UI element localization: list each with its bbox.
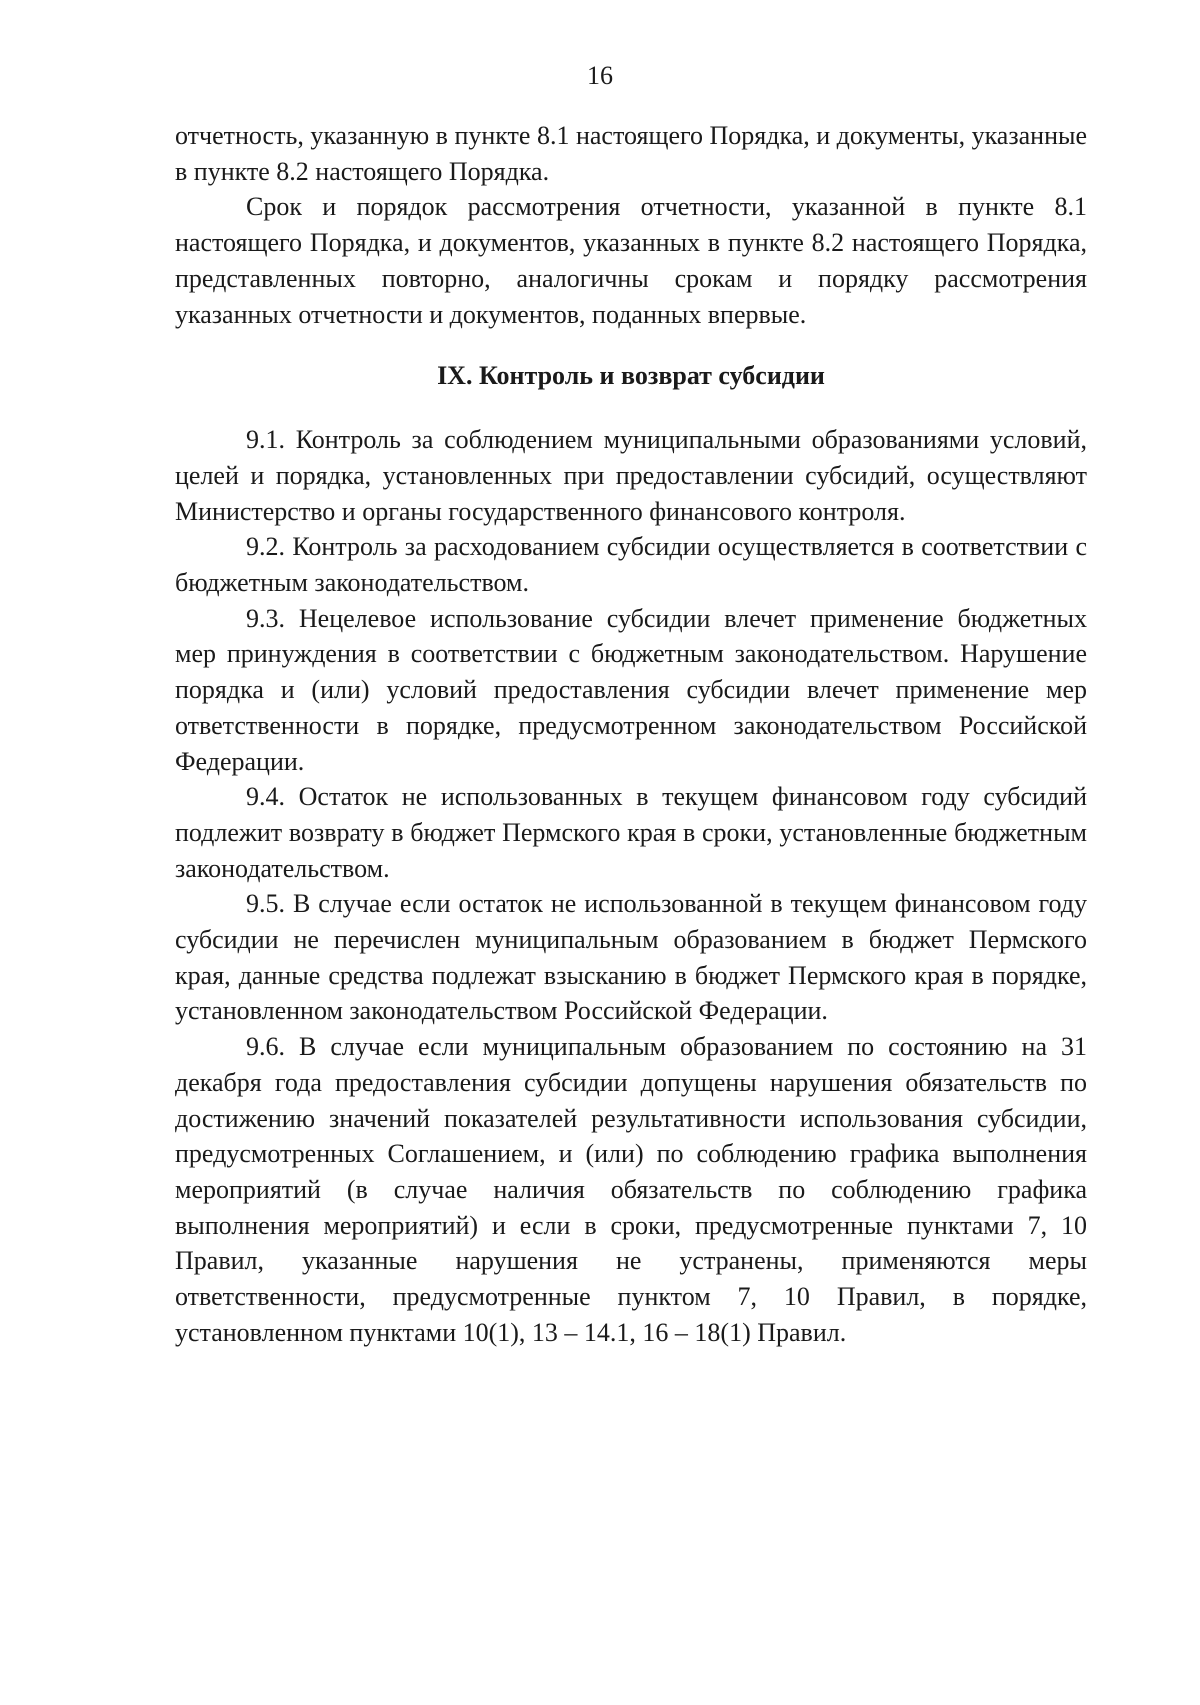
clause-9-5: 9.5. В случае если остаток не использованной в текущем финансовом году субсидии не перечислен муниципальным образованием в бюджет Пермского края, данные средства подлежат взысканию в бюджет Пермского края в порядке, установленном законодательством Российской Федерации. [175,889,1087,1026]
page-number: 16 [587,61,613,90]
clause-9-6: 9.6. В случае если муниципальным образованием по состоянию на 31 декабря года предоставления субсидии допущены нарушения обязательств по достижению значений показателей результативности использования субсидии, предусмотренных Соглашением, и (или) по соблюдению графика выполнения мероприятий (в случае наличия обязательств по соблюдению графика выполнения мероприятий) и если в сроки, предусмотренные пунктами 7, 10 Правил, указанные нарушения не устранены, применяются меры ответственности, предусмотренные пунктом 7, 10 Правил, в порядке, установленном пунктами 10(1), 13 – 14.1, 16 – 18(1) Правил. [175,1032,1087,1347]
clause-9-3: 9.3. Нецелевое использование субсидии влечет применение бюджетных мер принуждения в соответствии с бюджетным законодательством. Нарушение порядка и (или) условий предоставления субсидии влечет применение мер ответственности в порядке, предусмотренном законодательством Российской Федерации. [175,603,1087,776]
paragraph-continuation: отчетность, указанную в пункте 8.1 настоящего Порядка, и документы, указанные в пункте 8.2 настоящего Порядка. [175,121,1087,186]
clause-9-2: 9.2. Контроль за расходованием субсидии осуществляется в соответствии с бюджетным законодательством. [175,532,1087,598]
document-body [175,118,1087,1351]
clause-9-1: 9.1. Контроль за соблюдением муниципальными образованиями условий, целей и порядка, установленных при предоставлении субсидий, осуществляют Министерство и органы государственного финансового контроля. [175,425,1087,526]
section-heading: IX. Контроль и возврат субсидии [437,361,825,391]
clause-9-4: 9.4. Остаток не использованных в текущем финансовом году субсидий подлежит возврату в бюджет Пермского края в сроки, установленные бюджетным законодательством. [175,782,1087,883]
paragraph-review-terms: Срок и порядок рассмотрения отчетности, указанной в пункте 8.1 настоящего Порядка, и документов, указанных в пункте 8.2 настоящего Порядка, представленных повторно, аналогичны срокам и порядку рассмотрения указанных отчетности и документов, поданных впервые. [175,192,1087,329]
